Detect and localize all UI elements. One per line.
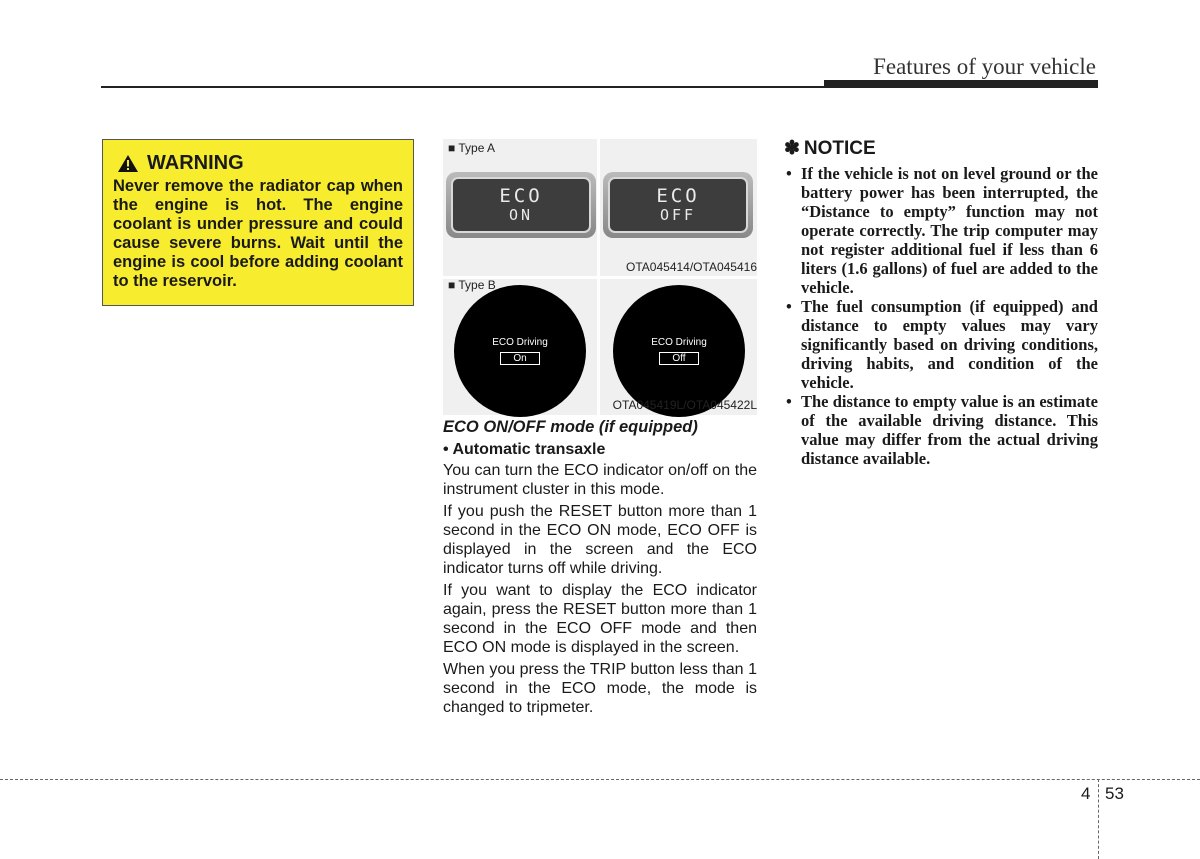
figure-panel bbox=[443, 139, 757, 415]
footer-rule bbox=[0, 779, 1200, 780]
notice-box bbox=[784, 137, 1098, 468]
warning-box bbox=[102, 139, 414, 306]
header-rule-accent bbox=[824, 80, 1098, 88]
notice-item-text: The distance to empty value is an estimate of the available driving distance. This value may differ from the actual driving distance available. bbox=[801, 392, 1098, 468]
warning-title-text: WARNING bbox=[147, 152, 244, 174]
lcd-screen bbox=[608, 177, 748, 233]
lcd-eco-off bbox=[603, 172, 753, 238]
paragraph: You can turn the ECO indicator on/off on the instrument cluster in this mode. bbox=[443, 462, 757, 498]
dial-title: ECO Driving bbox=[492, 337, 548, 348]
page-header-title: Features of your vehicle bbox=[873, 54, 1096, 79]
lcd-screen bbox=[451, 177, 591, 233]
chapter-number: 4 bbox=[1081, 784, 1091, 803]
type-b-label: ■ Type B bbox=[448, 278, 496, 292]
notice-item bbox=[784, 297, 1098, 392]
section-bullet: • Automatic transaxle bbox=[443, 441, 606, 458]
bullet-icon: • bbox=[786, 392, 792, 411]
notice-item-text: The fuel consumption (if equipped) and distance to empty values may vary significantly based on driving conditions, driving habits, and condition of the vehicle. bbox=[801, 297, 1098, 392]
warning-title bbox=[117, 152, 403, 175]
paragraph: If you push the RESET button more than 1 second in the ECO ON mode, ECO OFF is displayed in the screen and the ECO indicator turns off while driving. bbox=[443, 503, 757, 577]
warning-text: Never remove the radiator cap when the engine is hot. The engine coolant is under pressure and could cause severe burns. Wait until the engine is cool before adding coolant to the reservoir. bbox=[113, 177, 403, 290]
figure-code-type-b: OTA045419L/OTA045422L bbox=[612, 398, 757, 412]
notice-item-text: If the vehicle is not on level ground or the battery power has been interrupted, the “Distance to empty” function may not operate correctly. The trip computer may not register additional fuel if less than 6 liters (1.6 gallons) of fuel are added to the vehicle. bbox=[801, 164, 1098, 297]
paragraph: If you want to display the ECO indicator again, press the RESET button more than 1 second in the ECO OFF mode and then ECO ON mode is displayed in the screen. bbox=[443, 582, 757, 656]
dial-value: On bbox=[500, 352, 540, 365]
lcd-line2: OFF bbox=[659, 206, 697, 224]
figure-code-type-a: OTA045414/OTA045416 bbox=[626, 260, 757, 274]
page-number: 53 bbox=[1105, 784, 1124, 803]
paragraph: When you press the TRIP button less than 1 second in the ECO mode, the mode is changed to tripmeter. bbox=[443, 661, 757, 716]
type-a-label: ■ Type A bbox=[448, 141, 496, 155]
bullet-icon: • bbox=[786, 164, 792, 183]
lcd-line1: ECO bbox=[656, 185, 700, 207]
warning-triangle-icon bbox=[117, 154, 139, 173]
notice-title bbox=[784, 137, 1098, 160]
lcd-line1: ECO bbox=[499, 185, 543, 207]
bullet-icon: • bbox=[786, 297, 792, 316]
notice-item bbox=[784, 392, 1098, 468]
dial-title: ECO Driving bbox=[651, 337, 707, 348]
notice-title-text: NOTICE bbox=[803, 137, 876, 159]
notice-list bbox=[784, 164, 1098, 468]
notice-star-icon: ✽ bbox=[784, 138, 800, 159]
notice-item bbox=[784, 164, 1098, 297]
lcd-line2: ON bbox=[508, 206, 534, 224]
eco-mode-section bbox=[443, 418, 757, 720]
footer-vertical-rule bbox=[1098, 779, 1099, 859]
dial-value: Off bbox=[659, 352, 699, 365]
lcd-eco-on bbox=[446, 172, 596, 238]
section-heading: ECO ON/OFF mode (if equipped) bbox=[443, 418, 698, 436]
dial-eco-driving-on bbox=[454, 285, 586, 417]
